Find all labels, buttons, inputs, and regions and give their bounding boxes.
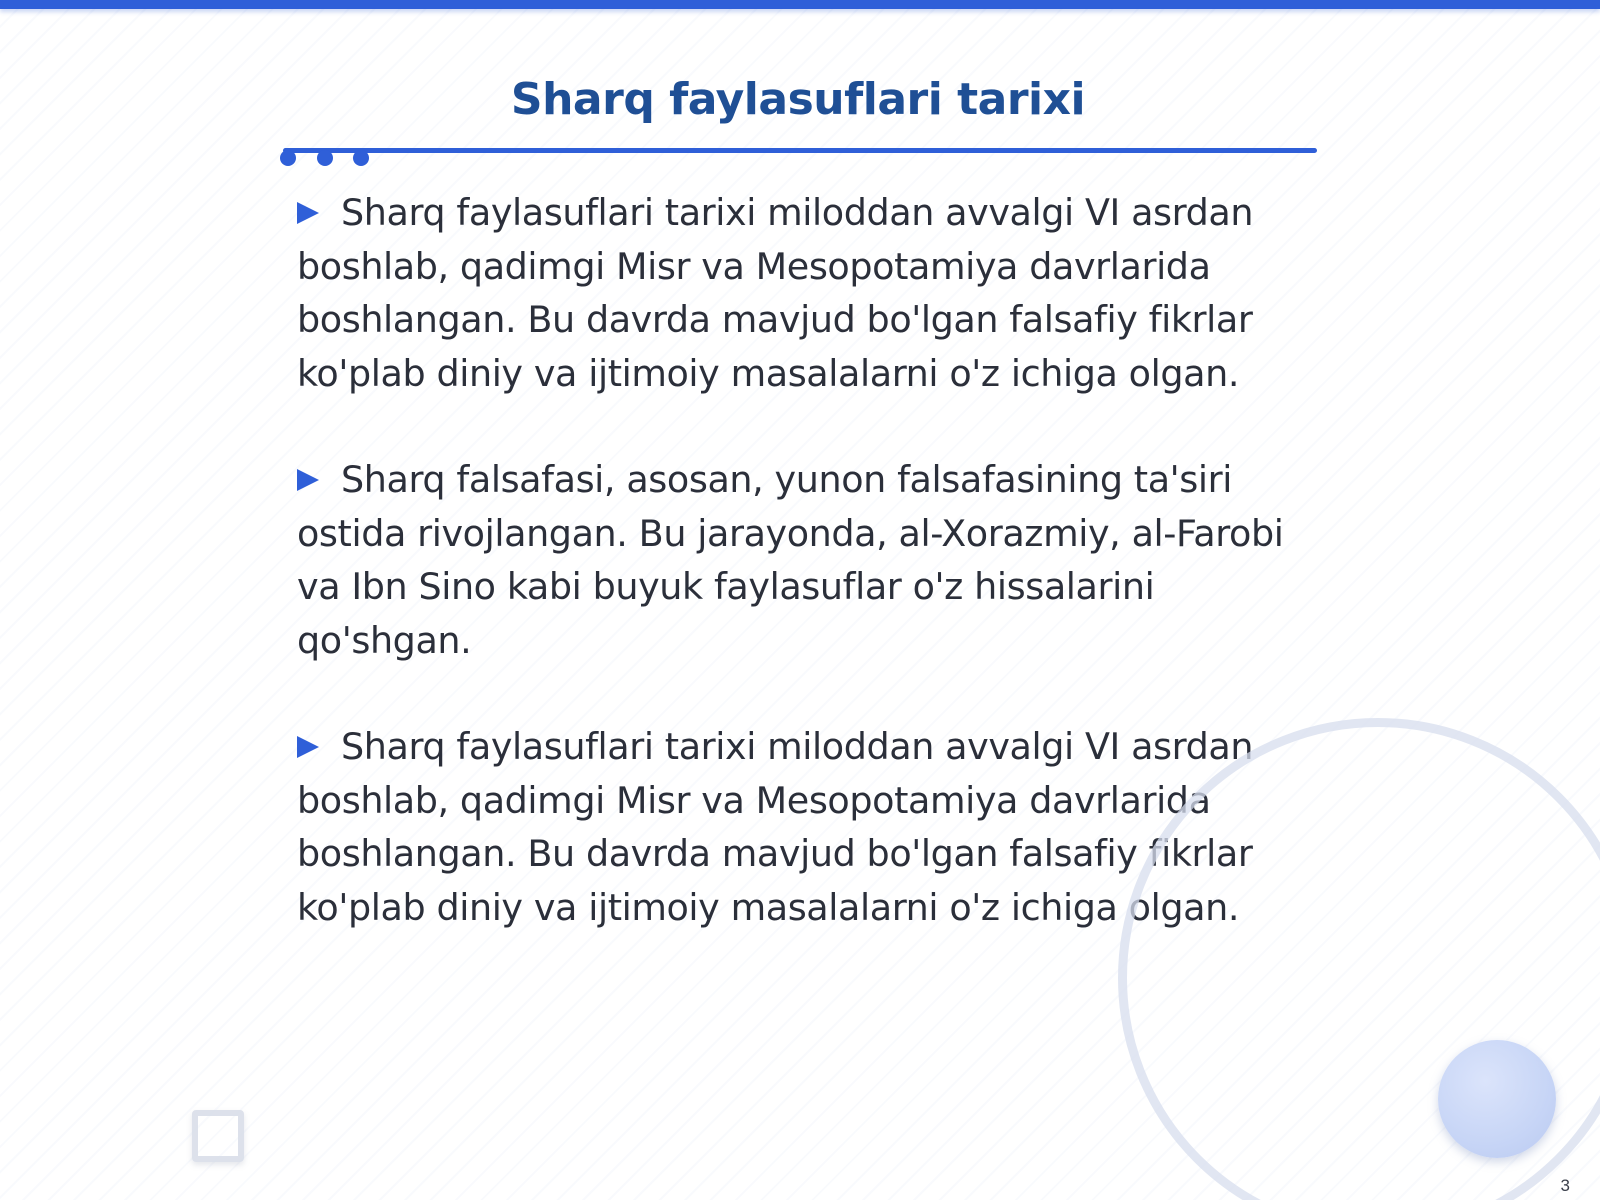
bullet-item: [297, 453, 1297, 667]
decorative-square: [192, 1110, 244, 1162]
decorative-circle: [1438, 1040, 1556, 1158]
bullet-item: [297, 186, 1297, 400]
underline-dot: [280, 150, 296, 166]
page-number: 3: [1560, 1176, 1570, 1195]
bullet-text: Sharq faylasuflari tarixi miloddan avvalgi VI asrdan boshlab, qadimgi Misr va Mesopotamiya davrlarida boshlangan. Bu davrda mavjud bo'lgan falsafiy fikrlar ko'plab diniy va ijtimoiy masalalarni o'z ichiga olgan.: [297, 725, 1254, 929]
slide-title: Sharq faylasuflari tarixi: [510, 74, 1086, 125]
triangle-bullet-icon: [297, 736, 319, 758]
underline-dot: [353, 150, 369, 166]
title-underline: [283, 148, 1317, 153]
underline-dot: [317, 150, 333, 166]
top-accent-bar: [0, 0, 1600, 9]
bullet-text: Sharq falsafasi, asosan, yunon falsafasining ta'siri ostida rivojlangan. Bu jarayonda, al-Xorazmiy, al-Farobi va Ibn Sino kabi buyuk faylasuflar o'z hissalarini qo'shgan.: [297, 458, 1284, 662]
bullet-text: Sharq faylasuflari tarixi miloddan avvalgi VI asrdan boshlab, qadimgi Misr va Mesopotamiya davrlarida boshlangan. Bu davrda mavjud bo'lgan falsafiy fikrlar ko'plab diniy va ijtimoiy masalalarni o'z ichiga olgan.: [297, 191, 1254, 395]
triangle-bullet-icon: [297, 202, 319, 224]
triangle-bullet-icon: [297, 469, 319, 491]
